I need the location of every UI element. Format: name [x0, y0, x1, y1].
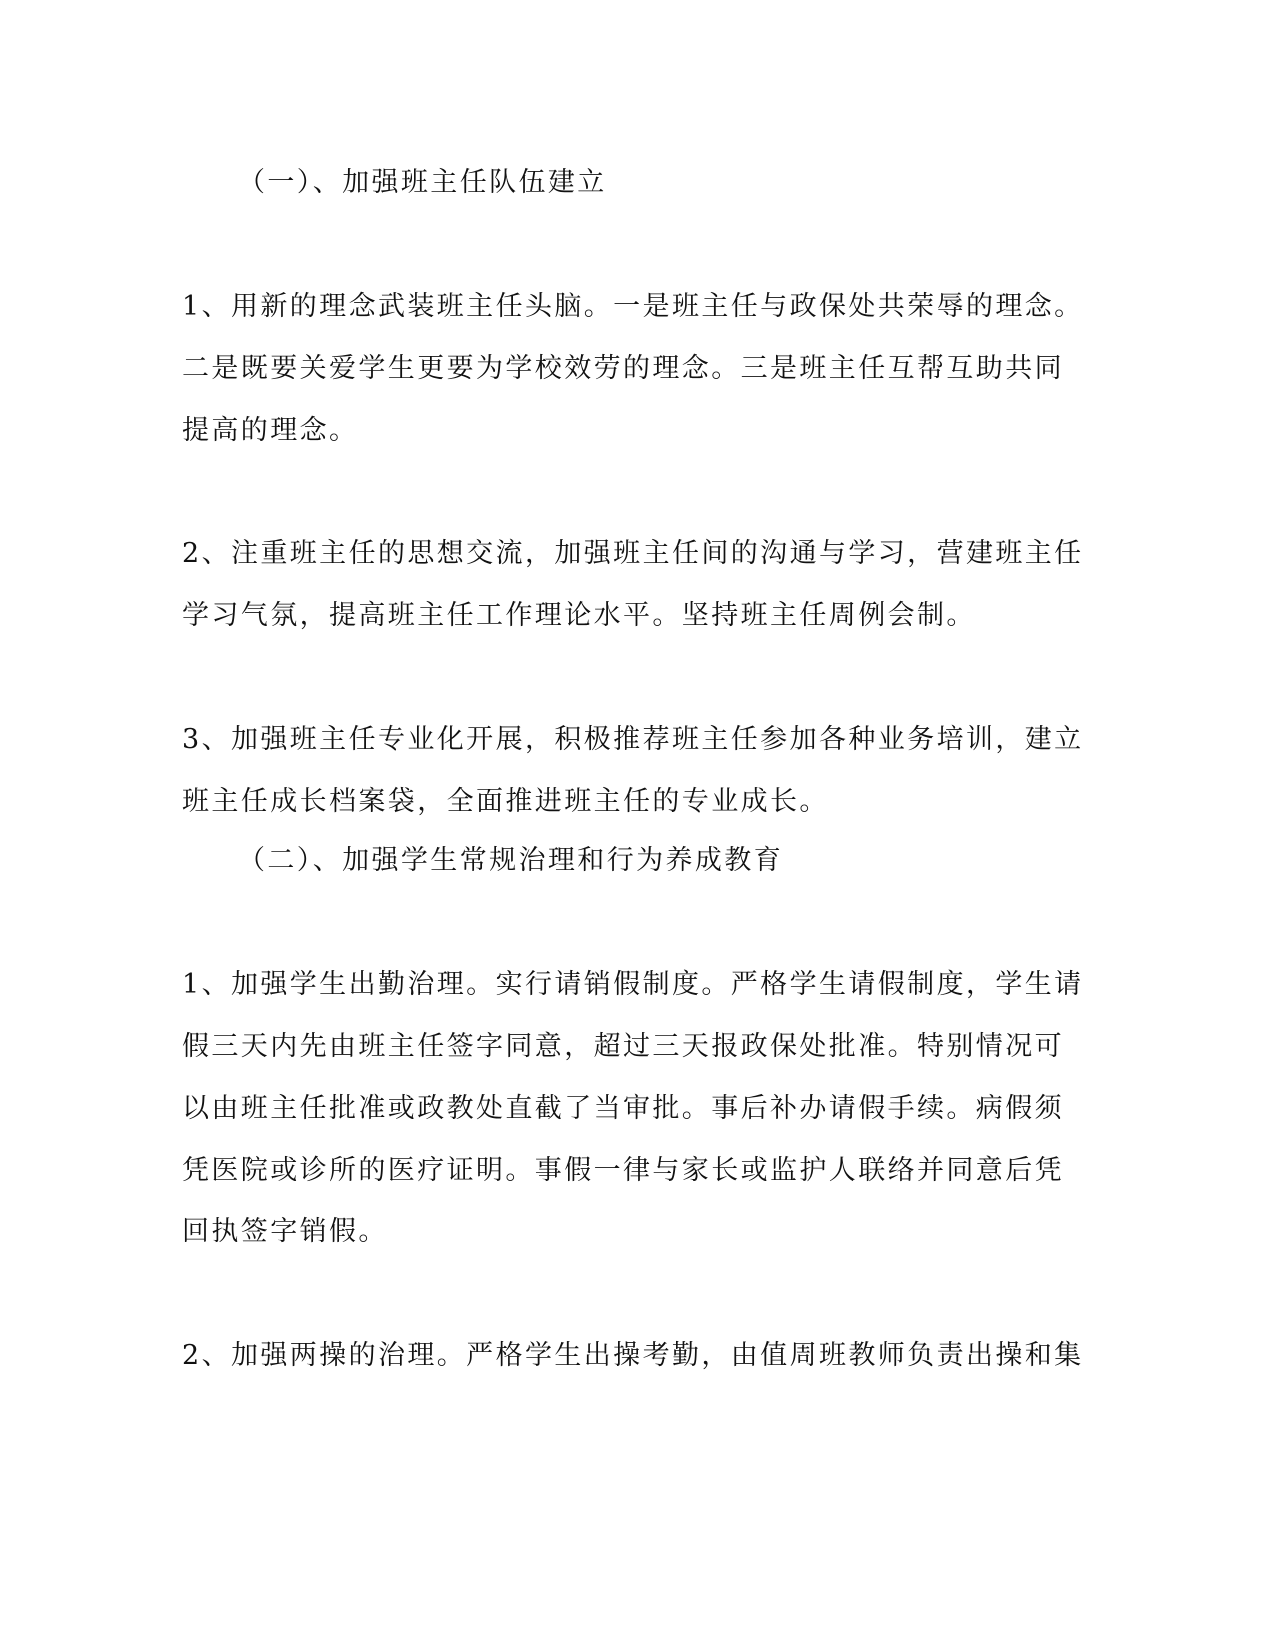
paragraph-line: 1、用新的理念武装班主任头脑。一是班主任与政保处共荣辱的理念。 [182, 291, 1084, 322]
paragraph-line: 二是既要关爱学生更要为学校效劳的理念。三是班主任互帮互助共同 [182, 353, 1064, 384]
paragraph-line: 2、注重班主任的思想交流，加强班主任间的沟通与学习，营建班主任 [182, 538, 1084, 569]
paragraph-line: 假三天内先由班主任签字同意，超过三天报政保处批准。特别情况可 [182, 1031, 1064, 1062]
paragraph-line: 3、加强班主任专业化开展，积极推荐班主任参加各种业务培训，建立 [182, 724, 1084, 755]
section-heading: （二）、加强学生常规治理和行为养成教育 [238, 845, 784, 876]
paragraph-line: 1、加强学生出勤治理。实行请销假制度。严格学生请假制度，学生请 [182, 969, 1084, 1000]
paragraph-line: 班主任成长档案袋，全面推进班主任的专业成长。 [182, 786, 829, 817]
paragraph-line: 学习气氛，提高班主任工作理论水平。坚持班主任周例会制。 [182, 600, 976, 631]
paragraph-line: 2、加强两操的治理。严格学生出操考勤，由值周班教师负责出操和集 [182, 1340, 1084, 1371]
paragraph-line: 回执签字销假。 [182, 1216, 388, 1247]
section-heading: （一）、加强班主任队伍建立 [238, 167, 607, 198]
paragraph-line: 凭医院或诊所的医疗证明。事假一律与家长或监护人联络并同意后凭 [182, 1155, 1064, 1186]
paragraph-line: 提高的理念。 [182, 415, 359, 446]
paragraph-line: 以由班主任批准或政教处直截了当审批。事后补办请假手续。病假须 [182, 1093, 1064, 1124]
